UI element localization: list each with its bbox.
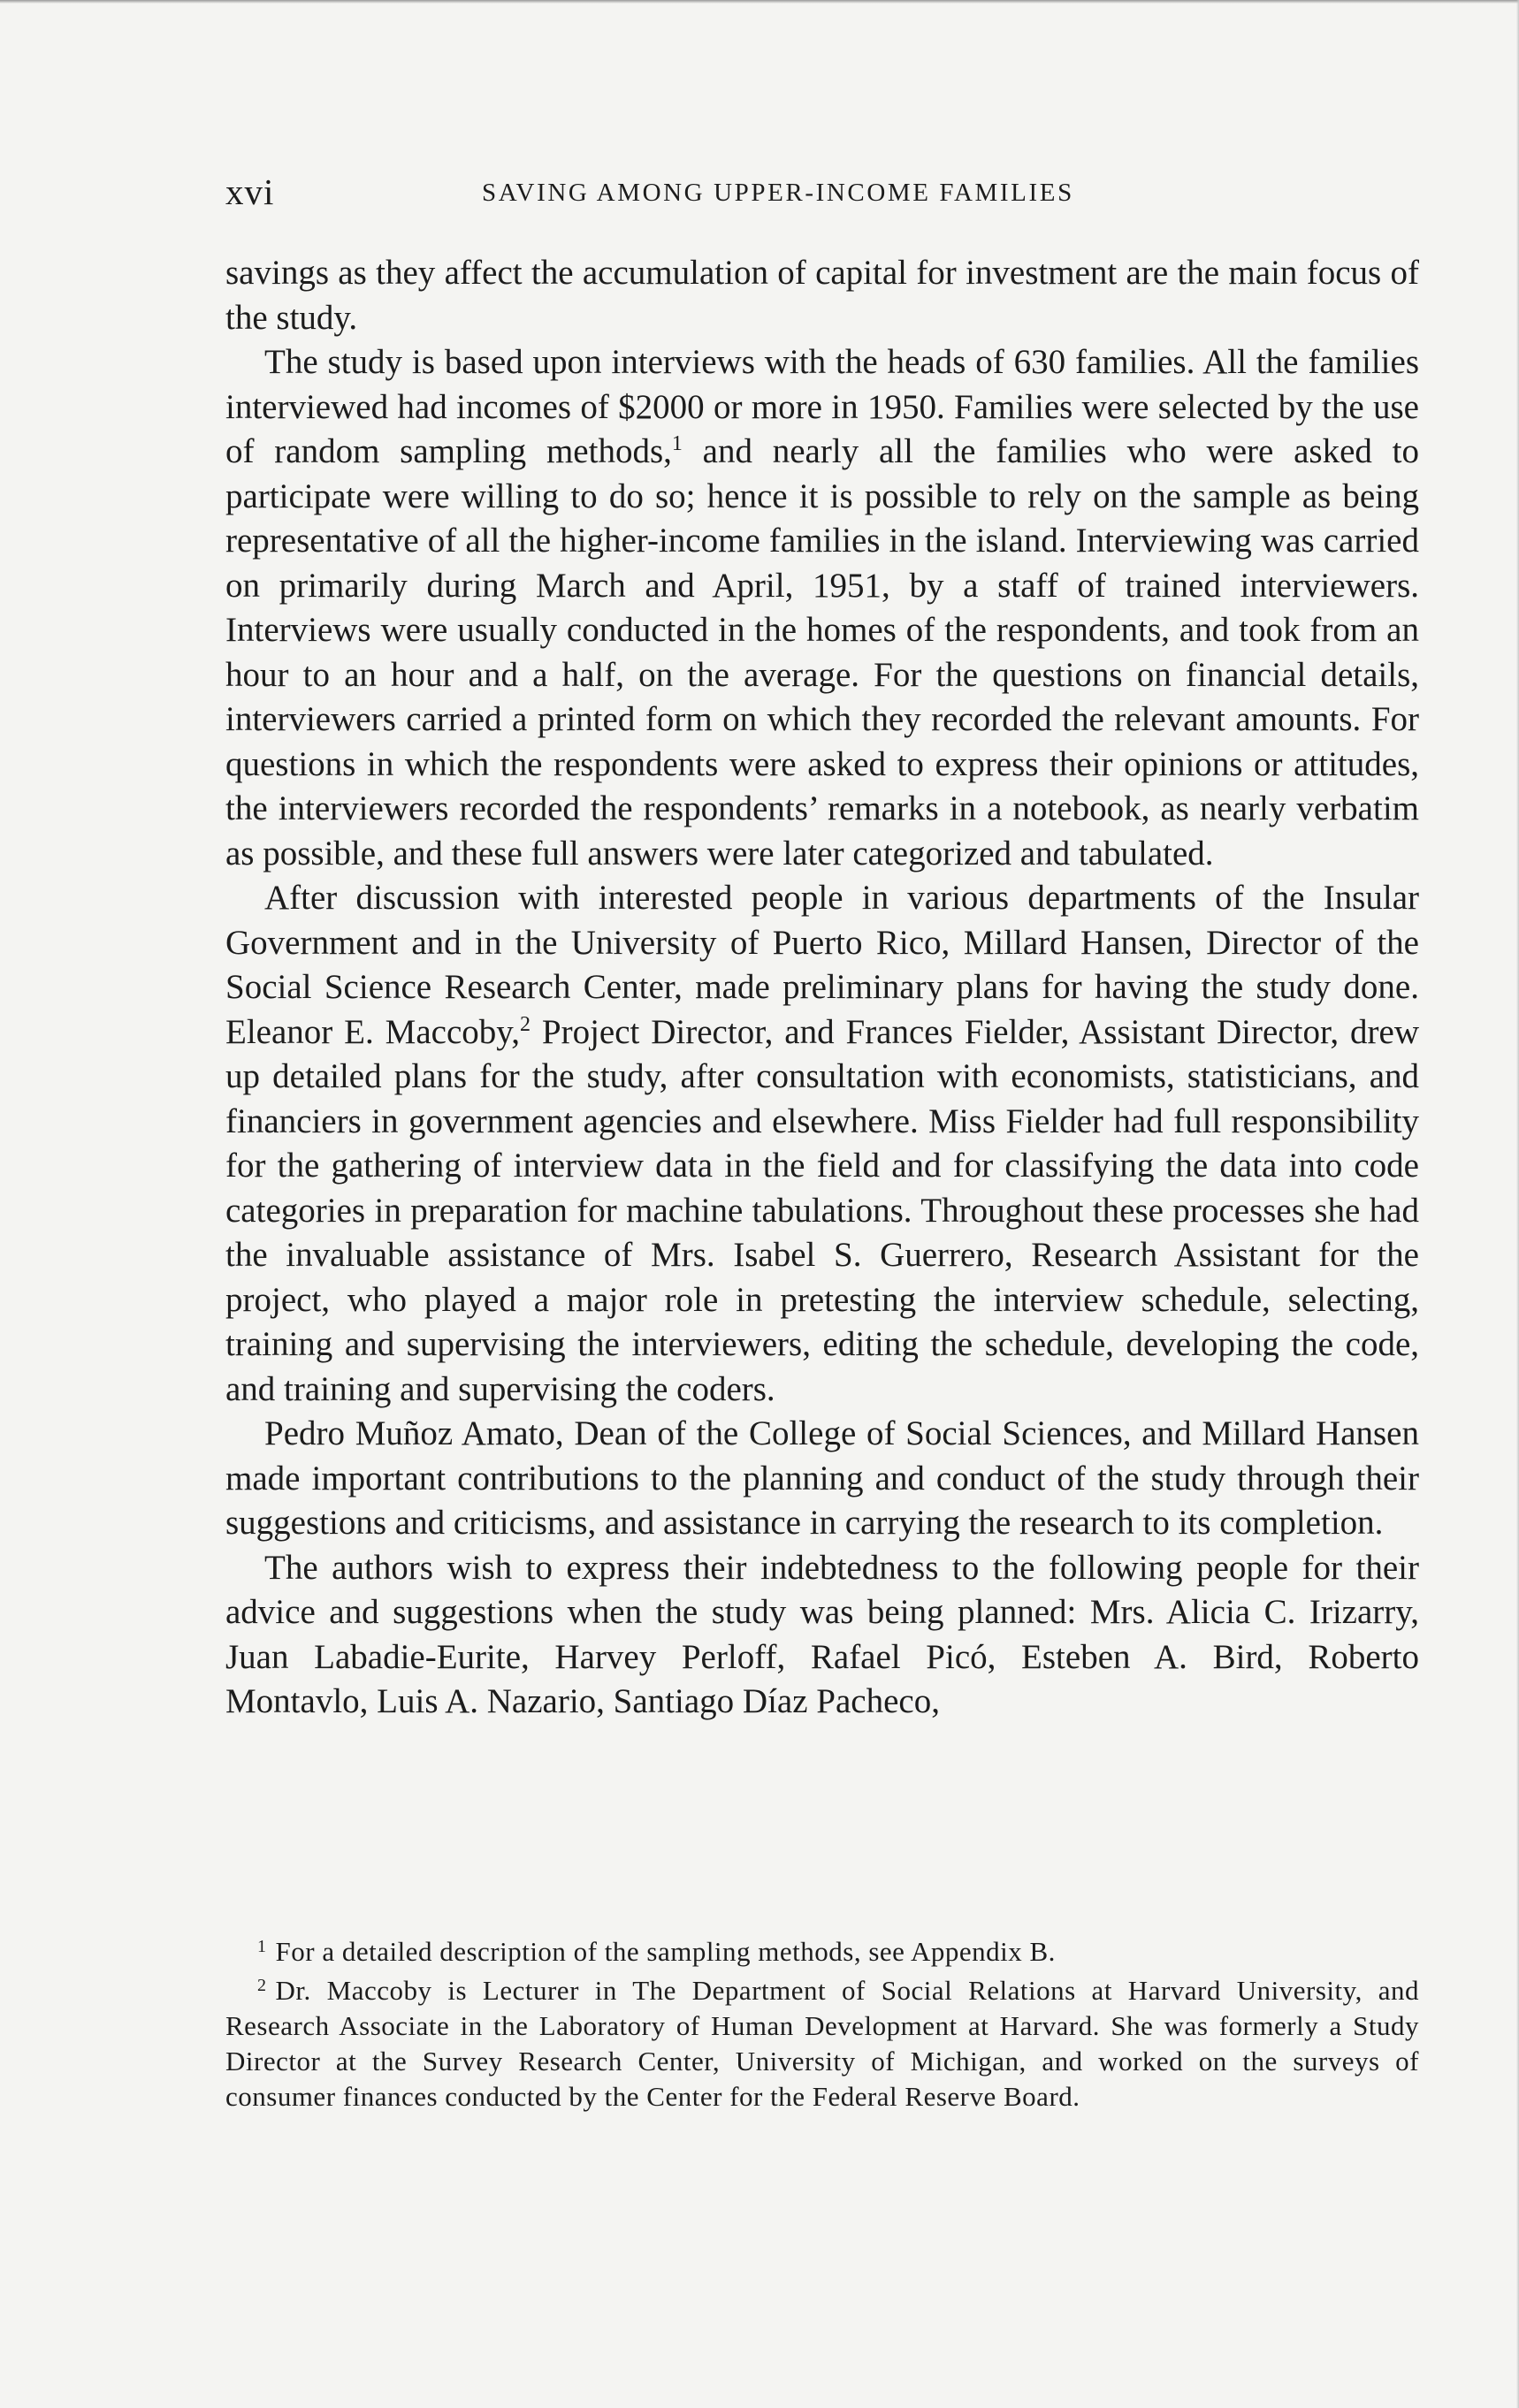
paragraph-text: savings as they affect the accumulation of capital for investment are the main focus of the study. [225, 254, 1419, 337]
paragraph-continued [225, 251, 1419, 340]
paragraph-text: Pedro Muñoz Amato, Dean of the College of Social Sciences, and Millard Hansen made important contributions to the planning and conduct of the study through their suggestions and criticisms, and assistance in carrying the research to its completion. [225, 1414, 1419, 1542]
footnotes [225, 1934, 1419, 2118]
footnote-mark: 2 [257, 1976, 267, 1995]
footnote-reference: 1 [671, 432, 683, 455]
paragraph-text: The study is based upon interviews with the heads of 630 families. All the families interviewed had incomes of $2000 or more in 1950. Families were selected by the use of random sampling methods, [225, 343, 1419, 470]
paragraph-study-basis [225, 340, 1419, 876]
footnote-text: Dr. Maccoby is Lecturer in The Department of Social Relations at Harvard University, and Research Associate in the Laboratory of Human Development at Harvard. She was formerly a Study Director at the Survey Research Center, University of Michigan, and worked on the surveys of consumer finances conducted by the Center for the Federal Reserve Board. [225, 1975, 1419, 2112]
main-text [225, 251, 1419, 1725]
paragraph-text: Project Director, and Frances Fielder, Assistant Director, drew up detailed plans for the study, after consultation with economists, statisticians, and financiers in government agencies and elsewhere. Miss Fielder had full responsibility for the gathering of interview data in the field and for classifying the data into code categories in preparation for machine tabulations. Throughout these processes she had the invaluable assistance of Mrs. Isabel S. Guerrero, Research Assistant for the project, who played a major role in pretesting the interview schedule, selecting, training and supervising the interviewers, editing the schedule, developing the code, and training and supervising the coders. [225, 1012, 1420, 1408]
footnote [225, 1973, 1419, 2115]
paragraph-acknowledgements [225, 1546, 1419, 1725]
footnote-text: For a detailed description of the sampling methods, see Appendix B. [275, 1936, 1056, 1967]
page-top-edge [0, 0, 1519, 4]
paragraph-staff [225, 876, 1419, 1412]
footnote-mark: 1 [257, 1937, 267, 1956]
footnote [225, 1934, 1419, 1970]
page-number: xvi [225, 171, 275, 212]
paragraph-text: The authors wish to express their indebtedness to the following people for their advice and suggestions when the study was being planned: Mrs. Alicia C. Irizarry, Juan Labadie-Eurite, Harvey Perloff, Rafael Picó, Esteben A. Bird, Roberto Montavlo, Luis A. Nazario, Santiago Díaz Pacheco, [225, 1548, 1419, 1720]
paragraph-text: After discussion with interested people in various departments of the Insular Government and in the University of Puerto Rico, Millard Hansen, Director of the Social Science Research Center, made preliminary plans for having the study done. Eleanor E. Maccoby, [225, 879, 1419, 1051]
running-head [225, 170, 1419, 214]
paragraph-text: and nearly all the families who were asked to participate were willing to do so; hence it is possible to rely on the sample as being representative of all the higher-income families in the island. Interviewing was carried on primarily during March and April, 1951, by a staff of trained interviewers. Interviews were usually conducted in the homes of the respondents, and took from an hour to an hour and a half, on the average. For the questions on financial details, interviewers carried a printed form on which they recorded the relevant amounts. For questions in which the respondents were asked to express their opinions or attitudes, the interviewers recorded the respondents’ remarks in a notebook, as nearly verbatim as possible, and these full answers were later categorized and tabulated. [225, 432, 1419, 873]
paragraph-contributions [225, 1412, 1419, 1546]
running-title: SAVING AMONG UPPER-INCOME FAMILIES [482, 179, 1074, 207]
footnote-reference: 2 [519, 1012, 531, 1036]
